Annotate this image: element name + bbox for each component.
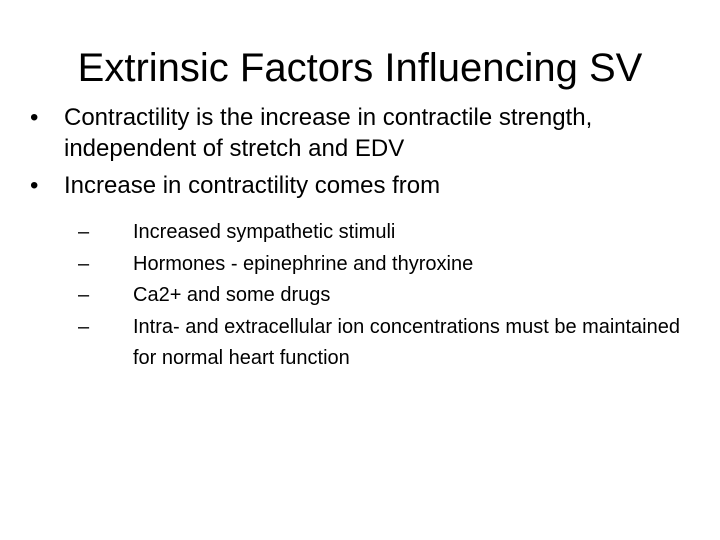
sub-bullet-marker: – — [78, 315, 90, 338]
sub-bullet-text: Intra- and extracellular ion concentrations must be maintained for normal heart function — [133, 315, 680, 369]
sub-bullet-item — [64, 217, 708, 249]
bullet-marker: • — [30, 104, 39, 131]
bullet-list — [28, 102, 708, 381]
sub-bullet-text: Ca2+ and some drugs — [133, 284, 331, 306]
sub-bullet-item — [64, 280, 708, 312]
sub-bullet-marker: – — [78, 221, 90, 243]
bullet-item — [28, 170, 708, 375]
sub-bullet-item — [64, 249, 708, 281]
bullet-item — [28, 102, 708, 164]
sub-bullet-text: Increased sympathetic stimuli — [133, 221, 396, 243]
sub-bullet-text: Hormones - epinephrine and thyroxine — [133, 252, 474, 275]
bullet-text: Increase in contractility comes from — [64, 172, 441, 199]
sub-bullet-marker: – — [78, 284, 90, 306]
bullet-text: Contractility is the increase in contractile strength, independent of stretch and EDV — [64, 104, 593, 162]
bullet-marker: • — [30, 172, 39, 199]
sub-bullet-list — [64, 217, 708, 375]
sub-bullet-marker: – — [78, 252, 90, 275]
sub-bullet-item — [64, 312, 708, 375]
slide-title: Extrinsic Factors Influencing SV — [77, 46, 643, 90]
